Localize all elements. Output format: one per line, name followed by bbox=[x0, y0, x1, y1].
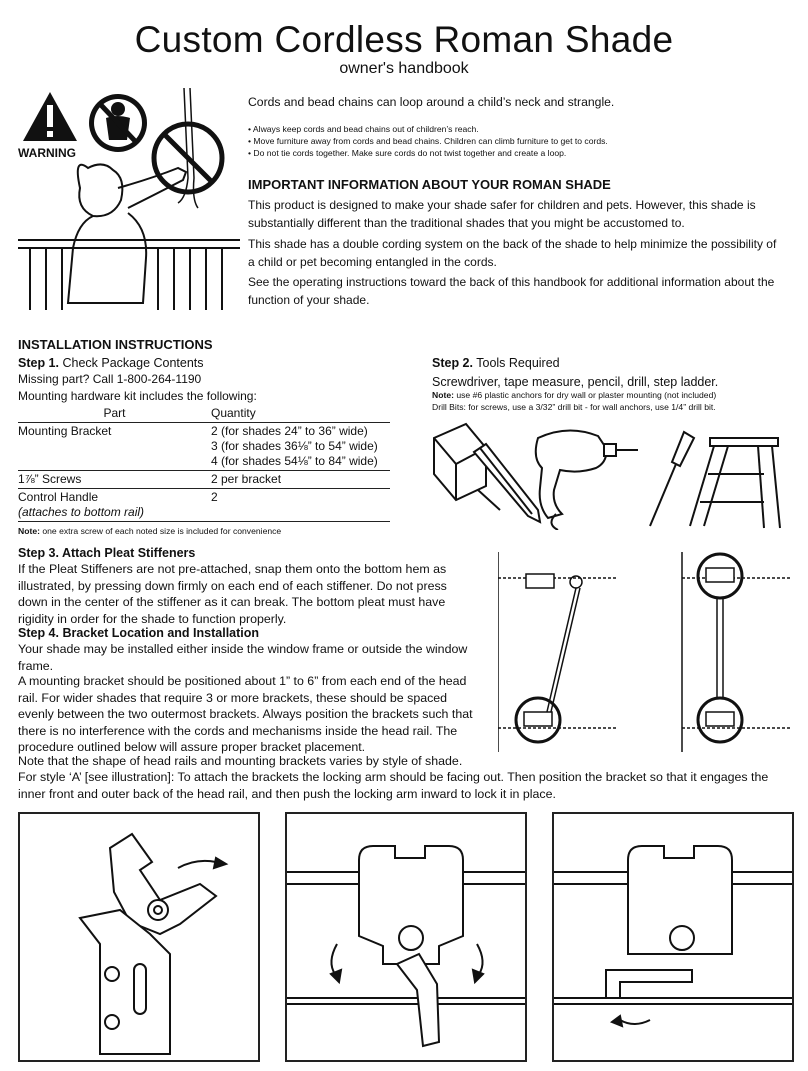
warning-bullet: • Move furniture away from cords and bead chains. Children can climb furniture to get to cords. bbox=[248, 136, 608, 146]
step-ladder-icon bbox=[690, 438, 780, 528]
note-label: Note: bbox=[18, 526, 40, 536]
parts-table bbox=[18, 405, 390, 522]
important-heading: IMPORTANT INFORMATION ABOUT YOUR ROMAN SHADE bbox=[248, 177, 611, 192]
step2-note bbox=[432, 389, 802, 401]
quantity: 2 per bracket bbox=[211, 471, 390, 489]
bracket-panel-2 bbox=[285, 812, 527, 1062]
page-title: Custom Cordless Roman Shade bbox=[134, 19, 674, 60]
step3-text: If the Pleat Stiffeners are not pre-attached, snap them onto the bottom hem as illustrated, by pressing down firmly on each end of each stiffener. Do not press down in the center of the stiffener as it can break. The bottom pleat must have rigidity in order for the shade to function properly. bbox=[18, 562, 447, 626]
warning-headline: Cords and bead chains can loop around a child’s neck and strangle. bbox=[248, 95, 615, 109]
warning-bullet: • Do not tie cords together. Make sure cords do not twist together and create a loop. bbox=[248, 148, 567, 158]
quantity: 4 (for shades 54⅛” to 84” wide) bbox=[211, 454, 378, 468]
table-row bbox=[18, 489, 390, 522]
screwdriver-icon bbox=[650, 432, 694, 526]
step1-title bbox=[18, 355, 204, 371]
step1-title-text: Check Package Contents bbox=[59, 356, 204, 370]
quantity: 3 (for shades 36⅛” to 54” wide) bbox=[211, 439, 378, 453]
warning-label: WARNING bbox=[18, 146, 76, 160]
step1-note bbox=[18, 525, 281, 537]
important-paragraph: This product is designed to make your shade safer for children and pets. However, this shade is substantially different than the traditional shades that you might be accustomed to. bbox=[248, 198, 756, 230]
table-row bbox=[18, 423, 390, 471]
part-name: Control Handle bbox=[18, 490, 99, 504]
tools-illustration bbox=[428, 418, 788, 530]
bracket-panel-3 bbox=[552, 812, 794, 1062]
step2-title bbox=[432, 355, 560, 371]
installation-heading: INSTALLATION INSTRUCTIONS bbox=[18, 337, 213, 352]
bracket-panel-1 bbox=[18, 812, 260, 1062]
step3-title: Step 3. Attach Pleat Stiffeners bbox=[18, 546, 196, 560]
note-text: use #6 plastic anchors for dry wall or plaster mounting (not included) bbox=[453, 390, 717, 400]
kit-line: Mounting hardware kit includes the following: bbox=[18, 389, 257, 403]
warning-bullets bbox=[248, 123, 793, 159]
page-subtitle: owner's handbook bbox=[339, 60, 469, 77]
pleat-stiffener-illustration bbox=[498, 546, 790, 756]
step4-title: Step 4. Bracket Location and Installation bbox=[18, 626, 260, 640]
step4-paragraph: For style ‘A’ [see illustration]: To attach the brackets the locking arm should be facing out. Then position the bracket so that it engages the inner front and outer back of the head rail, and then push the locking arm inward to lock it in place. bbox=[18, 770, 769, 801]
quantity: 2 bbox=[211, 489, 390, 522]
step1-label: Step 1. bbox=[18, 356, 59, 370]
part-name: 1⅞” Screws bbox=[18, 471, 211, 489]
step4-paragraph: A mounting bracket should be positioned about 1” to 6” from each end of the head rail. For wider shades that require 3 or more brackets, these should be spaced evenly between the two outermost brackets. Always position the brackets such that there is no interference with the cords and mechanisms inside the head rail. The procedure outlined below will assure proper bracket placement. bbox=[18, 674, 473, 754]
warning-illustration bbox=[18, 88, 240, 310]
step2-title-text: Tools Required bbox=[473, 356, 560, 370]
important-paragraph: This shade has a double cording system on the back of the shade to help minimize the possibility of a child or pet becoming entangled in the cords. bbox=[248, 237, 777, 269]
important-paragraph: See the operating instructions toward the back of this handbook for additional information about the function of your shade. bbox=[248, 275, 775, 307]
drill-bits-line: Drill Bits: for screws, use a 3/32” drill bit - for wall anchors, use 1/4” drill bit. bbox=[432, 402, 716, 412]
drill-icon bbox=[536, 430, 638, 530]
part-name: Mounting Bracket bbox=[18, 423, 211, 471]
note-label: Note: bbox=[432, 390, 454, 400]
part-note: (attaches to bottom rail) bbox=[18, 505, 145, 519]
col-part: Part bbox=[18, 405, 211, 423]
missing-part-line: Missing part? Call 1-800-264-1190 bbox=[18, 372, 202, 386]
no-child-icon bbox=[89, 94, 147, 152]
table-row bbox=[18, 471, 390, 489]
tools-line: Screwdriver, tape measure, pencil, drill, step ladder. bbox=[432, 375, 719, 389]
quantity: 2 (for shades 24” to 36” wide) bbox=[211, 424, 368, 438]
step2-label: Step 2. bbox=[432, 356, 473, 370]
step4-paragraph: Your shade may be installed either inside the window frame or outside the window frame. bbox=[18, 642, 468, 673]
warning-bullet: • Always keep cords and bead chains out of children’s reach. bbox=[248, 124, 479, 134]
step4-paragraph: Note that the shape of head rails and mounting brackets varies by style of shade. bbox=[18, 754, 463, 768]
note-text: one extra screw of each noted size is included for convenience bbox=[39, 526, 282, 536]
col-quantity: Quantity bbox=[211, 405, 390, 423]
